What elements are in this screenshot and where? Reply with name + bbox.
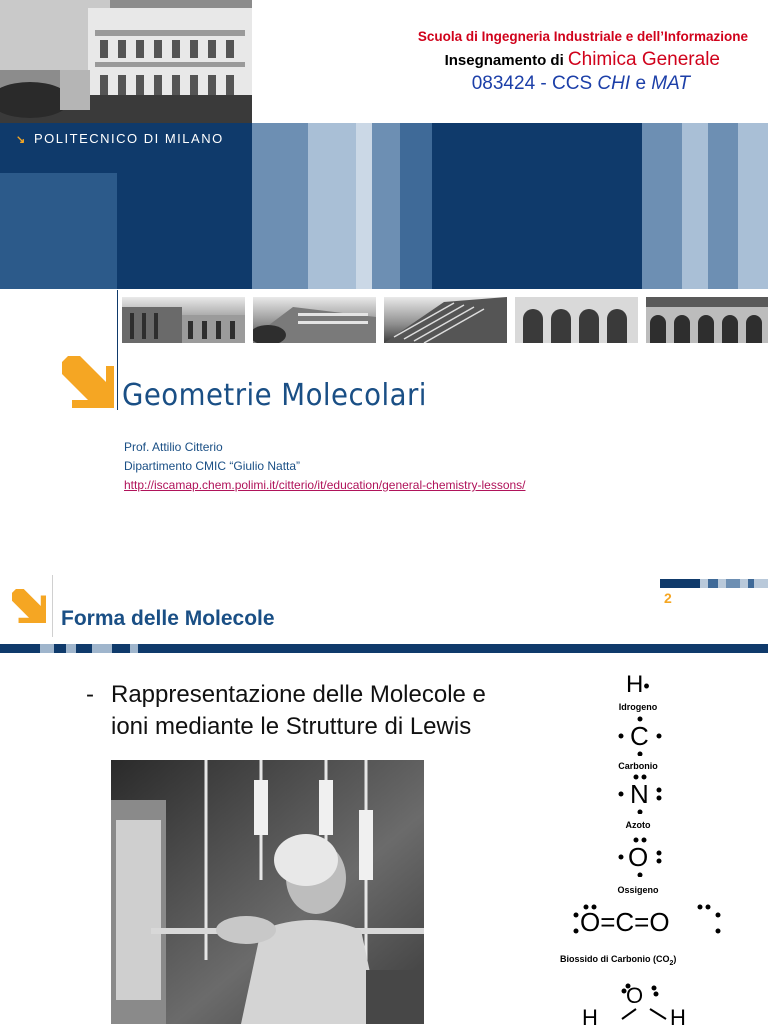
campus-thumbnail xyxy=(122,297,245,343)
university-name: POLITECNICO DI MILANO xyxy=(34,131,224,146)
slide-title: Geometrie Molecolari xyxy=(122,378,427,413)
water-hydrogen: H xyxy=(582,1005,598,1030)
carbon-label: Carbonio xyxy=(618,761,658,771)
electron-dots-icon xyxy=(580,983,730,1024)
school-name: Scuola di Ingegneria Industriale e dell’Informazione xyxy=(417,29,748,44)
lewis-hydrogen xyxy=(626,671,650,699)
co2-label: Biossido di Carbonio $(CO_2)$ xyxy=(560,954,677,967)
professor-name: Prof. Attilio Citterio xyxy=(124,440,223,454)
bullet-line: ioni mediante le Strutture di Lewis xyxy=(111,713,472,740)
course-code xyxy=(258,73,690,95)
building-photo xyxy=(0,0,252,123)
logo-arrow-icon: ↘ xyxy=(16,134,26,146)
campus-thumbnail xyxy=(253,297,376,343)
hydrogen-symbol: H xyxy=(626,671,644,698)
co2-subscript: 2 xyxy=(669,959,674,967)
header-stripes xyxy=(660,575,768,584)
oxygen-symbol: O xyxy=(628,842,649,872)
vertical-divider xyxy=(117,290,118,410)
course-name: Chimica Generale xyxy=(567,49,720,70)
co2-formula: O=C=O xyxy=(580,907,670,937)
nitrogen-symbol: N xyxy=(630,779,649,809)
header-band xyxy=(0,123,768,289)
water-hydrogen: H xyxy=(670,1005,686,1030)
water-oxygen: O xyxy=(626,983,644,1008)
vertical-divider xyxy=(52,575,53,637)
bullet-line: Rappresentazione delle Molecole e xyxy=(111,681,486,708)
chemist-photo xyxy=(111,760,424,1024)
carbon-symbol: C xyxy=(630,721,649,751)
course-line xyxy=(258,49,720,71)
co2-label-close: ) xyxy=(673,954,677,964)
title-rule xyxy=(0,640,768,649)
course-prefix: Insegnamento di xyxy=(444,52,564,69)
lewis-co2 xyxy=(568,903,728,947)
course-mat: MAT xyxy=(651,73,690,94)
content-slide xyxy=(0,545,768,1030)
electron-dot-icon: • xyxy=(643,676,650,696)
bullet-text xyxy=(111,679,531,743)
department: Dipartimento CMIC “Giulio Natta” xyxy=(124,459,301,473)
oxygen-label: Ossigeno xyxy=(617,885,659,895)
nitrogen-label: Azoto xyxy=(625,820,651,830)
bullet-marker: - xyxy=(86,681,94,708)
slide-title: Forma delle Molecole xyxy=(61,607,275,630)
campus-thumbnail xyxy=(515,297,638,343)
lewis-structures xyxy=(560,667,760,1030)
campus-thumbnail xyxy=(384,297,507,343)
course-code-number: 083424 - CCS xyxy=(471,73,593,94)
course-chi: CHI xyxy=(597,73,631,94)
title-arrow-icon xyxy=(12,589,46,628)
lewis-water xyxy=(580,983,730,1030)
page-number: 2 xyxy=(664,590,672,606)
campus-thumbnail xyxy=(646,297,768,343)
course-and: e xyxy=(635,73,647,94)
hydrogen-label: Idrogeno xyxy=(618,702,658,712)
title-arrow-icon xyxy=(62,356,114,413)
course-link[interactable]: http://iscamap.chem.polimi.it/citterio/it/education/general-chemistry-lessons/ xyxy=(124,478,526,492)
